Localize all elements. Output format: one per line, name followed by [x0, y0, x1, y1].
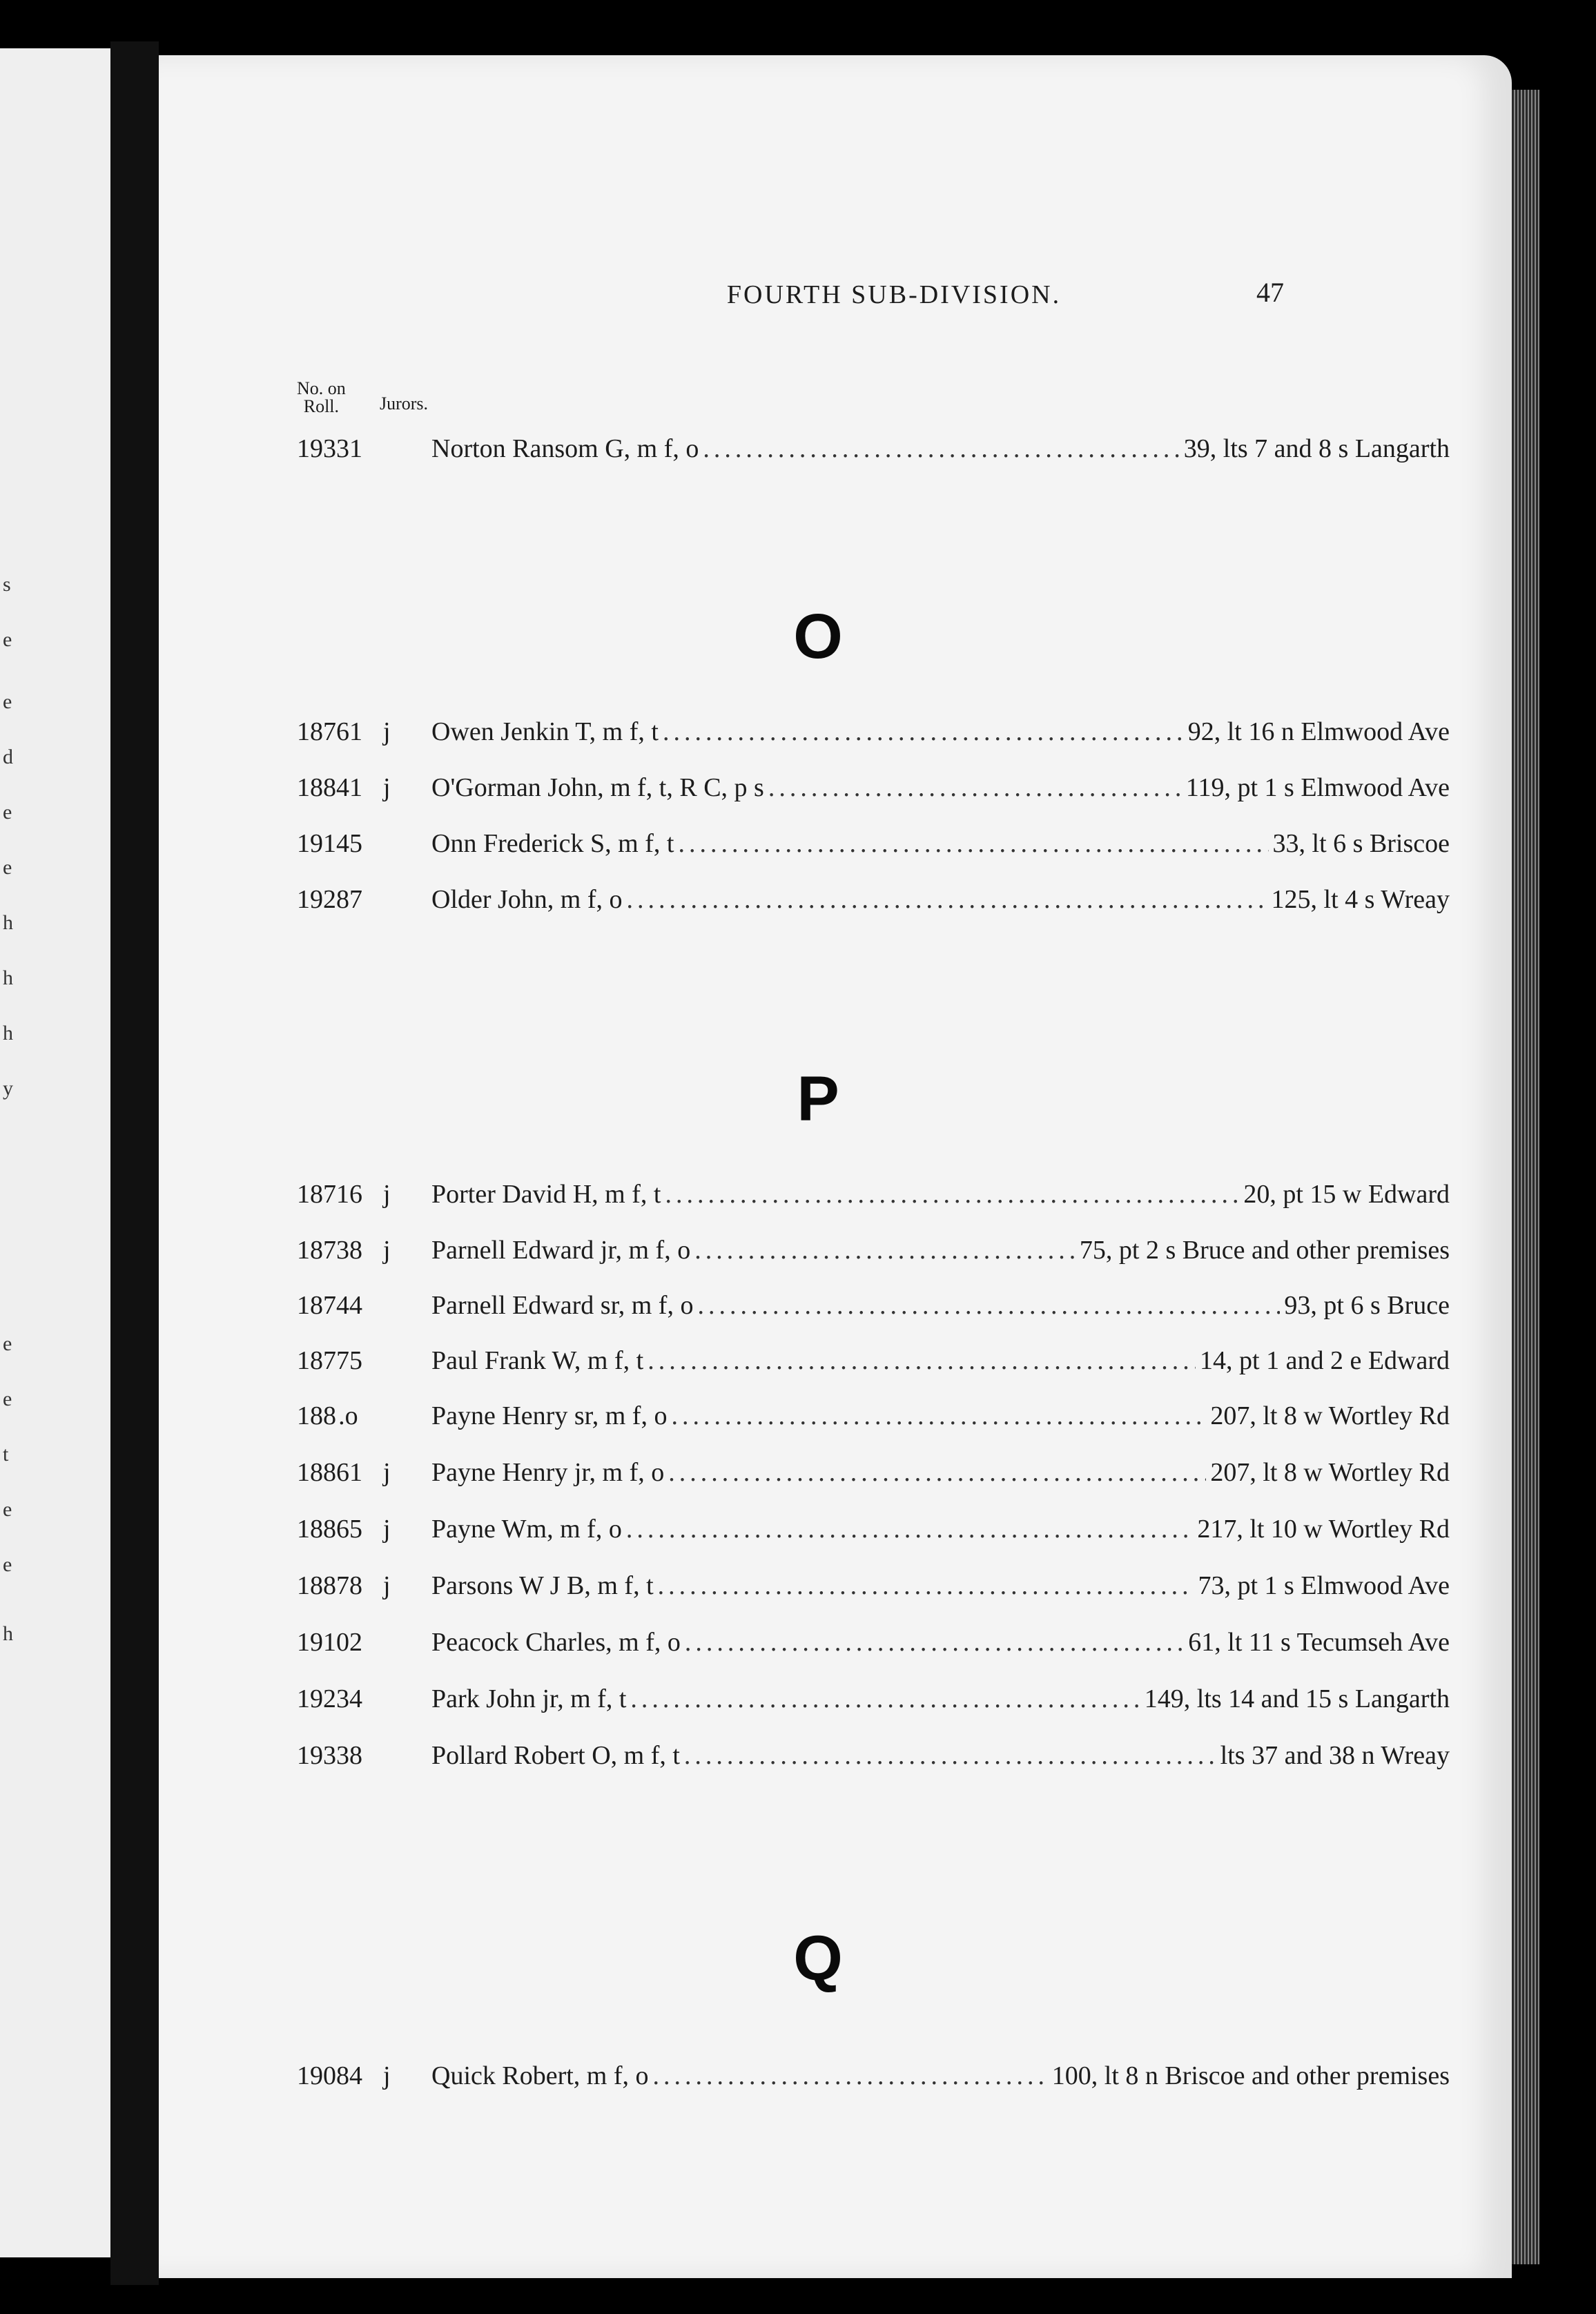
juror-row: [297, 714, 1450, 749]
juror-mark: j: [383, 1458, 391, 1487]
left-page-letter: e: [3, 1332, 12, 1355]
juror-location: 119, pt 1 s Elmwood Ave: [1185, 773, 1450, 802]
juror-location: 125, lt 4 s Wreay: [1271, 885, 1450, 914]
roll-number: 18878: [297, 1571, 362, 1600]
juror-name: Parnell Edward sr, m f, o: [431, 1291, 694, 1320]
juror-row: [297, 1177, 1450, 1212]
section-letter-p: P: [797, 1064, 839, 1134]
left-page-letter: s: [3, 573, 11, 596]
roll-number: 188 .o: [297, 1401, 358, 1430]
dot-leader: [668, 1455, 1206, 1490]
juror-row: [297, 826, 1450, 861]
left-page-letter: d: [3, 746, 13, 768]
juror-name: Pollard Robert O, m f, t: [431, 1741, 680, 1770]
roll-number: 19287: [297, 885, 362, 914]
juror-location: 20, pt 15 w Edward: [1243, 1180, 1450, 1209]
juror-row: [297, 770, 1450, 805]
juror-mark: j: [383, 2061, 391, 2090]
juror-name: Paul Frank W, m f, t: [431, 1346, 644, 1375]
dot-leader: [684, 1738, 1216, 1773]
dot-leader: [627, 882, 1267, 917]
juror-name: O'Gorman John, m f, t, R C, p s: [431, 773, 764, 802]
roll-number: 18861: [297, 1458, 362, 1487]
juror-row: [297, 1233, 1450, 1267]
juror-mark: j: [383, 1180, 391, 1209]
roll-number: 19102: [297, 1628, 362, 1657]
juror-row: [297, 1625, 1450, 1660]
juror-location: 14, pt 1 and 2 e Edward: [1200, 1346, 1450, 1375]
column-header-no-on: No. on: [297, 378, 346, 398]
column-header-jurors: Jurors.: [380, 393, 429, 414]
juror-name: Payne Wm, m f, o: [431, 1515, 622, 1544]
juror-location: 93, pt 6 s Bruce: [1284, 1291, 1450, 1320]
roll-number: 18744: [297, 1291, 362, 1320]
left-page-letter: e: [3, 628, 12, 651]
juror-row: [297, 2059, 1450, 2093]
juror-location: 39, lts 7 and 8 s Langarth: [1183, 434, 1450, 463]
dot-leader: [671, 1399, 1206, 1433]
juror-location: 73, pt 1 s Elmwood Ave: [1198, 1571, 1450, 1600]
roll-number: 18738: [297, 1236, 362, 1265]
juror-row: [297, 1399, 1450, 1433]
juror-name: Parnell Edward jr, m f, o: [431, 1236, 691, 1265]
juror-name: Onn Frederick S, m f, t: [431, 829, 674, 858]
juror-row: [297, 1682, 1450, 1716]
juror-location: 92, lt 16 n Elmwood Ave: [1187, 717, 1450, 746]
left-page-letter: h: [3, 911, 13, 934]
left-page-letter: e: [3, 1553, 12, 1576]
juror-row: [297, 431, 1450, 466]
left-page-letter: h: [3, 1022, 13, 1044]
juror-name: Payne Henry sr, m f, o: [431, 1401, 668, 1430]
dot-leader: [648, 1343, 1196, 1378]
column-header-roll-label: Roll.: [303, 396, 340, 416]
left-page-letter: y: [3, 1077, 13, 1100]
juror-location: 100, lt 8 n Briscoe and other premises: [1051, 2061, 1450, 2090]
dot-leader: [665, 1177, 1239, 1212]
juror-row: [297, 882, 1450, 917]
book-gutter: [110, 41, 159, 2285]
page-edge: [1512, 90, 1539, 2264]
juror-row: [297, 1738, 1450, 1773]
juror-location: 61, lt 11 s Tecumseh Ave: [1188, 1628, 1450, 1657]
left-page-letter: e: [3, 1498, 12, 1521]
dot-leader: [694, 1233, 1076, 1267]
left-page-letter: h: [3, 966, 13, 989]
juror-mark: j: [383, 1571, 391, 1600]
juror-row: [297, 1512, 1450, 1546]
column-header-roll: [297, 380, 346, 416]
juror-row: [297, 1568, 1450, 1603]
dot-leader: [626, 1512, 1193, 1546]
juror-location: lts 37 and 38 n Wreay: [1220, 1741, 1450, 1770]
left-page-letter: h: [3, 1622, 13, 1645]
juror-location: 149, lts 14 and 15 s Langarth: [1144, 1684, 1450, 1713]
dot-leader: [697, 1288, 1280, 1323]
roll-number: 19234: [297, 1684, 362, 1713]
left-facing-page: [0, 48, 110, 2257]
juror-mark: j: [383, 717, 391, 746]
juror-row: [297, 1288, 1450, 1323]
juror-name: Payne Henry jr, m f, o: [431, 1458, 665, 1487]
roll-number: 19084: [297, 2061, 362, 2090]
roll-number: 18761: [297, 717, 362, 746]
left-page-letter: e: [3, 1388, 12, 1410]
juror-name: Owen Jenkin T, m f, t: [431, 717, 659, 746]
roll-number: 18865: [297, 1515, 362, 1544]
left-page-letter: e: [3, 801, 12, 824]
juror-name: Quick Robert, m f, o: [431, 2061, 649, 2090]
juror-name: Porter David H, m f, t: [431, 1180, 661, 1209]
section-letter-q: Q: [793, 1923, 843, 1994]
left-page-letter: e: [3, 856, 12, 879]
dot-leader: [653, 2059, 1048, 2093]
juror-name: Older John, m f, o: [431, 885, 623, 914]
roll-number: 19331: [297, 434, 362, 463]
roll-number: 18775: [297, 1346, 362, 1375]
section-letter-o: O: [793, 601, 843, 672]
dot-leader: [703, 431, 1179, 466]
dot-leader: [658, 1568, 1194, 1603]
roll-number: 19338: [297, 1741, 362, 1770]
page-number: 47: [1256, 277, 1284, 308]
juror-mark: j: [383, 773, 391, 802]
running-head: FOURTH SUB-DIVISION.: [726, 280, 1062, 309]
juror-row: [297, 1343, 1450, 1378]
juror-row: [297, 1455, 1450, 1490]
dot-leader: [685, 1625, 1184, 1660]
juror-name: Parsons W J B, m f, t: [431, 1571, 654, 1600]
juror-name: Peacock Charles, m f, o: [431, 1628, 681, 1657]
dot-leader: [678, 826, 1268, 861]
document-page: [159, 55, 1512, 2278]
juror-location: 207, lt 8 w Wortley Rd: [1210, 1401, 1450, 1430]
juror-name: Park John jr, m f, t: [431, 1684, 627, 1713]
roll-number: 18841: [297, 773, 362, 802]
dot-leader: [630, 1682, 1140, 1716]
juror-mark: j: [383, 1515, 391, 1544]
juror-location: 75, pt 2 s Bruce and other premises: [1079, 1236, 1450, 1265]
left-page-letter: e: [3, 690, 12, 713]
juror-location: 217, lt 10 w Wortley Rd: [1197, 1515, 1450, 1544]
roll-number: 18716: [297, 1180, 362, 1209]
juror-mark: j: [383, 1236, 391, 1265]
juror-name: Norton Ransom G, m f, o: [431, 434, 699, 463]
dot-leader: [663, 714, 1184, 749]
roll-number: 19145: [297, 829, 362, 858]
juror-location: 207, lt 8 w Wortley Rd: [1210, 1458, 1450, 1487]
dot-leader: [768, 770, 1182, 805]
juror-location: 33, lt 6 s Briscoe: [1272, 829, 1450, 858]
left-page-letter: t: [3, 1443, 9, 1466]
